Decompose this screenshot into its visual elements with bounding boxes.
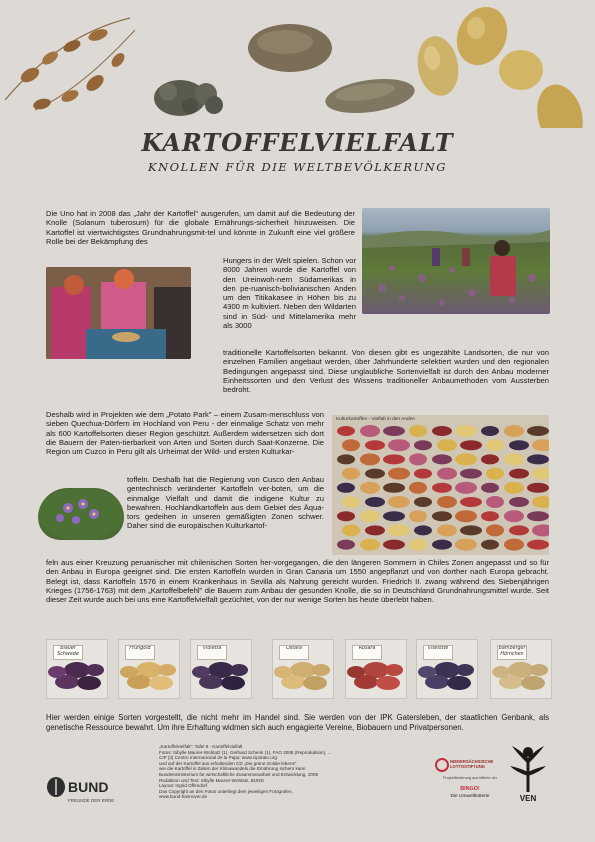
variety-tuber: [274, 666, 292, 678]
andean-tuber: [486, 439, 504, 451]
sample-6: [416, 639, 478, 699]
lottery-sub: Projektförderung aus Mitteln der: [442, 776, 498, 780]
andean-tuber: [342, 468, 360, 480]
lottery-logo-icon: [435, 758, 449, 772]
variety-tuber: [303, 676, 327, 690]
credit-line: „Kartoffelvielfalt": Tafel 8 - Kartoffelvielfalt: [159, 744, 243, 749]
variety-tuber: [120, 666, 138, 678]
credit-line: CIP (3) Centro Internacional de la Papa: www.cipotato.org: [159, 755, 277, 761]
sample-1: [46, 639, 108, 699]
andean-tuber: [432, 483, 452, 493]
andean-women-photo: [46, 267, 191, 359]
andean-tuber: [388, 468, 410, 480]
credit-line: www.bund-hannover.de: [159, 794, 208, 800]
andean-tuber: [504, 539, 524, 551]
andean-tuber: [460, 440, 482, 450]
andean-tuber: [388, 496, 410, 508]
andean-tuber: [383, 454, 405, 464]
credit-line: Redaktion und Text: Sibylle Maurer-Wohlatz, BUND: [159, 777, 264, 783]
andean-tuber: [437, 439, 457, 451]
bund-leaf-icon: [46, 776, 66, 798]
ven-logo: [506, 742, 550, 808]
andean-tuber: [409, 425, 427, 437]
andean-tuber: [432, 511, 452, 521]
andean-tuber: [388, 439, 410, 451]
andean-tuber: [532, 524, 549, 536]
variety-label: Ostara: [279, 645, 309, 660]
variety-tuber: [456, 664, 474, 676]
header-potato-illustration: [0, 0, 595, 128]
andean-tuber: [437, 496, 457, 508]
credit-line: Fotos: Sibylle Maurer-Wohlatz (1), Gerhard Schenk (1), FAO 2008 (Reproduktion), ...: [159, 749, 332, 755]
andean-tuber: [337, 426, 355, 436]
andean-tuber: [486, 496, 504, 508]
andean-tuber: [432, 426, 452, 436]
variety-label: Rosara: [352, 645, 382, 660]
andean-tuber: [337, 483, 355, 493]
andean-tuber: [527, 511, 549, 521]
variety-tuber: [418, 666, 436, 678]
andean-tuber: [360, 425, 380, 437]
variety-tuber: [385, 664, 403, 676]
variety-tuber: [221, 676, 245, 690]
lottery-name: NIEDERSÄCHSISCHE LOTTOSTIFTUNG: [450, 759, 494, 769]
andean-tuber: [337, 540, 355, 550]
variety-label: Bamberger Hörnchen: [497, 645, 527, 660]
andean-tuber: [360, 453, 380, 465]
andean-tuber: [409, 510, 427, 522]
bund-logo: [46, 776, 136, 810]
andean-tuber: [365, 525, 385, 535]
variety-label: Vitelotte: [423, 645, 453, 660]
intro-paragraph-2: Hungers in der Welt spielen. Schon vor 8000 Jahren wurde die Kartoffel von den Ureinwoh-nern Südamerikas in den pe-ruanisch-bolivianischen Anden um den Titikakasee in Höhen bis zu 4300 m kultiviert. Neben den Wildarten sind in Süd- und Mittelamerika mehr als 3000: [223, 256, 356, 331]
variety-tuber: [447, 676, 471, 690]
andean-tuber: [527, 540, 549, 550]
andean-tuber: [360, 539, 380, 551]
ven-plant-icon: [506, 742, 550, 794]
andean-tuber: [455, 482, 477, 494]
andean-tuber: [414, 497, 432, 507]
andean-tuber: [460, 469, 482, 479]
andean-tuber: [532, 439, 549, 451]
andean-tuber: [504, 425, 524, 437]
variety-tuber: [77, 676, 101, 690]
variety-label: Violetta: [197, 645, 227, 660]
andean-tuber: [509, 497, 529, 507]
variety-tuber: [492, 666, 510, 678]
bund-tagline: FREUNDE DER ERDE: [68, 798, 115, 803]
andean-tuber: [455, 425, 477, 437]
andean-tuber: [437, 524, 457, 536]
andean-tuber: [365, 469, 385, 479]
andean-tuber: [455, 510, 477, 522]
park-paragraph-1: Deshalb wird in Projekten wie dem „Potato Park" – einem Zusam-menschluss von sieben Quechua-Dörfern im Hochland von Peru - der einmalige Schatz von mehr als 600 Kartoffelsorten dieser Region geschützt. Außerdem widersetzen sich dort die Bauern der Paten-tierbarkeit von Arten und Sorten durch Saat-Konzerne. Die Region um Cuzco in Peru gilt als Urheimat der Wild- und ersten Kulturkar-: [46, 410, 324, 457]
variety-tuber: [149, 676, 173, 690]
andean-tuber: [337, 454, 355, 464]
andean-tuber: [383, 540, 405, 550]
credit-line: Layout: Ingrid Offendorf: [159, 783, 208, 789]
andean-tuber: [504, 453, 524, 465]
andean-tuber: [342, 524, 360, 536]
intro-paragraph-3: traditionelle Kartoffelsorten bekannt. Von diesen gibt es ungezählte Landsorten, die nur von einzelnen Familien angebaut werden, über Jahrhunderte selektiert wurden und den regionalen Bedingungen angepasst sind. Diese unglaubliche Sortenvielfalt ist durch den Anbau moderner Einheitssorten und den Verlust des Wissens traditioneller Anbaumethoden vom Aussterben bedroht.: [223, 348, 549, 395]
andean-varieties-photo: [332, 415, 549, 555]
andean-tuber: [437, 468, 457, 480]
credit-line: Das Copyright an den Fotos unterliegt dem jeweiligen Fotografen.: [159, 788, 293, 794]
andean-tuber: [486, 468, 504, 480]
andean-tuber: [388, 524, 410, 536]
andean-tuber: [409, 482, 427, 494]
andean-tuber: [486, 524, 504, 536]
bingo-sub: Die Umweltlotterie: [450, 794, 490, 799]
sample-2: [118, 639, 180, 699]
page-title: KARTOFFELVIELFALT: [141, 128, 454, 157]
credits-block: [159, 744, 421, 800]
credit-line: und auf der Kartoffel aus erhaltenden CD „Die grüne Goldie lebens": [159, 760, 297, 766]
andean-tuber: [383, 511, 405, 521]
ven-text: VEN: [519, 794, 537, 803]
variety-tuber: [530, 664, 548, 676]
andean-tuber: [409, 539, 427, 551]
credit-line: Bundesministerium für wirtschaftliche Zusammenarbeit und Entwicklung, 2008: [159, 771, 319, 777]
andean-tuber: [342, 496, 360, 508]
andean-tuber: [527, 426, 549, 436]
andean-tuber: [365, 497, 385, 507]
andean-tuber: [527, 483, 549, 493]
andean-tuber: [481, 540, 499, 550]
field-workers-photo: [362, 208, 550, 314]
bund-logo-text: BUND: [68, 779, 109, 795]
andean-tuber: [504, 510, 524, 522]
andean-tuber: [414, 469, 432, 479]
variety-tuber: [86, 664, 104, 676]
andean-tuber: [509, 525, 529, 535]
park-paragraph-2: toffeln. Deshalb hat die Regierung von Cusco den Anbau gentechnisch veränderter Kartoffeln ver-boten, um die einmalige Vielfalt und damit die indigene Kultur zu bewahren. Hochlandkartoffeln aus dem Gebiet des Äqua-tors gedeihen in unseren gemäßigten Zonen schwer. Daher sind die europäischen Kulturkartof-: [127, 475, 324, 531]
credit-line: wie die Kartoffel in Zeiten der Klimawandels die Ernährung sichern kann: [159, 766, 306, 772]
variety-tuber: [376, 676, 400, 690]
bingo-label: BINGO!: [460, 786, 480, 792]
andean-tuber: [481, 426, 499, 436]
andean-tuber: [342, 439, 360, 451]
andean-tuber: [383, 483, 405, 493]
sample-7: [490, 639, 552, 699]
andean-tuber: [481, 511, 499, 521]
andean-tuber: [414, 525, 432, 535]
andean-tuber: [432, 540, 452, 550]
andean-tuber: [504, 482, 524, 494]
variety-tuber: [230, 664, 248, 676]
sample-5: [345, 639, 407, 699]
sample-3: [190, 639, 252, 699]
andean-tuber: [532, 468, 549, 480]
andean-tuber: [409, 453, 427, 465]
andean-tuber: [365, 440, 385, 450]
variety-tuber: [192, 666, 210, 678]
andean-tuber: [509, 440, 529, 450]
andean-tuber: [360, 482, 380, 494]
andean-tuber: [460, 497, 482, 507]
andean-tuber: [481, 454, 499, 464]
potato-flower-photo: [38, 488, 124, 540]
andean-tuber: [532, 496, 549, 508]
andean-tuber: [383, 426, 405, 436]
andean-tuber: [527, 454, 549, 464]
andean-tuber: [337, 511, 355, 521]
andean-tuber: [455, 539, 477, 551]
intro-paragraph-1: Die Uno hat in 2008 das „Jahr der Kartoffel" ausgerufen, um damit auf die Bedeutung der Knolle (Solanum tuberosum) für die globale Ernährungs-sicherheit hinzuweisen. Die Kartoffel ist viertwichtigstes Grundnahrungsmit-tel und könnte in Zukunft eine viel größere Rolle bei der Bekämpfung des: [46, 209, 355, 246]
variety-label: Blauer Schwede: [53, 645, 83, 660]
variety-tuber: [521, 676, 545, 690]
variety-tuber: [312, 664, 330, 676]
andean-tuber: [455, 453, 477, 465]
andean-tuber: [481, 483, 499, 493]
variety-label: Frühgold: [125, 645, 155, 660]
andean-tuber: [460, 525, 482, 535]
andean-tuber: [360, 510, 380, 522]
sample-4: [272, 639, 334, 699]
variety-tuber: [347, 666, 365, 678]
park-paragraph-3: feln aus einer Kreuzung peruanischer mit chilenischen Sorten her-vorgegangen, die den längeren Sommern in Chiles Zonen angepasst und so für den Anbau in Europa geeignet sind. Die ersten Kartoffeln wurden in Gran Canaria um 1550 angepflanzt und von dorther nach Europa gebracht. Belegt ist, dass Kartoffeln 1576 in einem Krankenhaus in Sevilla als Nahrung gereicht wurden. Friedrich II. zwang während des Siebenjährigen Krieges (1756-1763) mit dem „Kartoffelbefehl" die Bauern zum Anbau der gesunden Knolle, die so in Deutschland Grundnahrungsmittel wurde. Seit dieser Zeit wurde auch bei uns eine Kartoffelvielfalt gezüchtet, von der nur wenige Sorten bis heute überlebt haben.: [46, 558, 549, 605]
andean-varieties-caption: Kulturkartoffen - Vielfalt in den Anden: [336, 417, 416, 422]
andean-tuber: [414, 440, 432, 450]
variety-tuber: [158, 664, 176, 676]
page-subtitle: KNOLLEN FÜR DIE WELTBEVÖLKERUNG: [148, 160, 447, 174]
variety-tuber: [48, 666, 66, 678]
andean-tuber: [509, 469, 529, 479]
lottery-logo: [435, 756, 505, 806]
andean-tuber: [432, 454, 452, 464]
outro-paragraph: Hier werden einige Sorten vorgestellt, die nicht mehr im Handel sind. Sie werden von der IPK Gatersleben, der staatlichen Genbank, als genetische Ressource bewahrt. Um ihre Erhaltung widmen sich auch engagierte Vereine, Biobauern und Privatpersonen.: [46, 713, 549, 732]
